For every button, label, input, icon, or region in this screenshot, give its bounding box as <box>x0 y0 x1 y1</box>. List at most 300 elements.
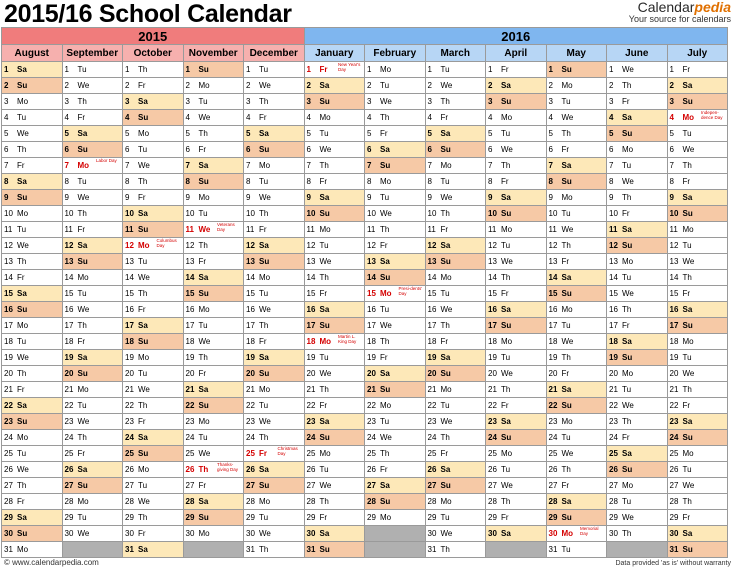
day-cell[interactable] <box>2 270 63 286</box>
day-cell[interactable] <box>183 446 244 462</box>
day-cell[interactable] <box>62 366 123 382</box>
day-cell[interactable] <box>183 462 244 478</box>
day-cell[interactable] <box>486 366 547 382</box>
day-cell[interactable] <box>2 94 63 110</box>
day-cell[interactable] <box>486 126 547 142</box>
day-cell[interactable] <box>486 206 547 222</box>
day-cell[interactable] <box>304 430 365 446</box>
day-cell[interactable] <box>365 238 426 254</box>
day-cell[interactable] <box>425 462 486 478</box>
day-cell[interactable] <box>486 526 547 542</box>
day-cell[interactable] <box>425 142 486 158</box>
day-cell[interactable] <box>2 462 63 478</box>
day-cell[interactable] <box>486 190 547 206</box>
day-cell[interactable] <box>123 510 184 526</box>
day-cell[interactable] <box>62 126 123 142</box>
day-cell[interactable] <box>183 398 244 414</box>
day-cell[interactable] <box>304 350 365 366</box>
day-cell[interactable] <box>425 190 486 206</box>
day-cell[interactable] <box>304 254 365 270</box>
day-cell[interactable] <box>607 526 668 542</box>
day-cell[interactable] <box>244 334 305 350</box>
day-cell[interactable] <box>365 190 426 206</box>
day-cell[interactable] <box>244 142 305 158</box>
day-cell[interactable] <box>546 142 607 158</box>
day-cell[interactable] <box>425 302 486 318</box>
day-cell[interactable] <box>546 62 607 78</box>
day-cell[interactable] <box>304 222 365 238</box>
day-cell[interactable] <box>123 94 184 110</box>
day-cell[interactable] <box>667 190 728 206</box>
day-cell[interactable] <box>667 446 728 462</box>
day-cell[interactable] <box>244 526 305 542</box>
day-cell[interactable] <box>183 62 244 78</box>
day-cell[interactable] <box>62 382 123 398</box>
day-cell[interactable] <box>304 174 365 190</box>
day-cell[interactable] <box>2 510 63 526</box>
day-cell[interactable] <box>365 446 426 462</box>
day-cell[interactable] <box>486 286 547 302</box>
day-cell[interactable] <box>244 446 305 462</box>
day-cell[interactable] <box>62 302 123 318</box>
day-cell[interactable] <box>2 526 63 542</box>
day-cell[interactable] <box>183 334 244 350</box>
day-cell[interactable] <box>62 478 123 494</box>
day-cell[interactable] <box>2 238 63 254</box>
day-cell[interactable] <box>2 414 63 430</box>
day-cell[interactable] <box>365 158 426 174</box>
day-cell[interactable] <box>2 286 63 302</box>
day-cell[interactable] <box>2 222 63 238</box>
day-cell[interactable] <box>546 462 607 478</box>
day-cell[interactable] <box>365 462 426 478</box>
day-cell[interactable] <box>244 382 305 398</box>
day-cell[interactable] <box>486 494 547 510</box>
day-cell[interactable] <box>546 494 607 510</box>
day-cell[interactable] <box>486 510 547 526</box>
day-cell[interactable] <box>183 174 244 190</box>
day-cell[interactable] <box>546 542 607 558</box>
day-cell[interactable] <box>123 110 184 126</box>
day-cell[interactable] <box>62 174 123 190</box>
day-cell[interactable] <box>607 286 668 302</box>
day-cell[interactable] <box>62 222 123 238</box>
day-cell[interactable] <box>486 478 547 494</box>
day-cell[interactable] <box>2 446 63 462</box>
day-cell[interactable] <box>546 414 607 430</box>
day-cell[interactable] <box>304 78 365 94</box>
day-cell[interactable] <box>365 494 426 510</box>
day-cell[interactable] <box>425 382 486 398</box>
day-cell[interactable] <box>667 142 728 158</box>
day-cell[interactable] <box>425 110 486 126</box>
day-cell[interactable] <box>2 382 63 398</box>
day-cell[interactable] <box>425 62 486 78</box>
day-cell[interactable] <box>486 350 547 366</box>
day-cell[interactable] <box>244 318 305 334</box>
day-cell[interactable] <box>425 158 486 174</box>
day-cell[interactable] <box>667 206 728 222</box>
day-cell[interactable] <box>2 62 63 78</box>
day-cell[interactable] <box>546 270 607 286</box>
day-cell[interactable] <box>425 318 486 334</box>
day-cell[interactable] <box>183 110 244 126</box>
day-cell[interactable] <box>425 526 486 542</box>
day-cell[interactable] <box>62 350 123 366</box>
day-cell[interactable] <box>304 62 365 78</box>
calendarpedia-logo[interactable] <box>629 0 731 24</box>
day-cell[interactable] <box>62 78 123 94</box>
day-cell[interactable] <box>486 302 547 318</box>
day-cell[interactable] <box>183 494 244 510</box>
day-cell[interactable] <box>607 174 668 190</box>
day-cell[interactable] <box>304 190 365 206</box>
day-cell[interactable] <box>425 366 486 382</box>
day-cell[interactable] <box>123 542 184 558</box>
day-cell[interactable] <box>546 206 607 222</box>
day-cell[interactable] <box>304 238 365 254</box>
day-cell[interactable] <box>667 366 728 382</box>
day-cell[interactable] <box>244 110 305 126</box>
day-cell[interactable] <box>62 414 123 430</box>
day-cell[interactable] <box>667 478 728 494</box>
day-cell[interactable] <box>62 494 123 510</box>
day-cell[interactable] <box>123 414 184 430</box>
day-cell[interactable] <box>425 350 486 366</box>
day-cell[interactable] <box>123 174 184 190</box>
day-cell[interactable] <box>607 302 668 318</box>
day-cell[interactable] <box>62 270 123 286</box>
day-cell[interactable] <box>486 174 547 190</box>
day-cell[interactable] <box>667 62 728 78</box>
day-cell[interactable] <box>2 350 63 366</box>
day-cell[interactable] <box>244 254 305 270</box>
day-cell[interactable] <box>607 110 668 126</box>
day-cell[interactable] <box>667 94 728 110</box>
day-cell[interactable] <box>304 446 365 462</box>
day-cell[interactable] <box>2 78 63 94</box>
day-cell[interactable] <box>2 318 63 334</box>
day-cell[interactable] <box>486 238 547 254</box>
day-cell[interactable] <box>667 318 728 334</box>
day-cell[interactable] <box>2 206 63 222</box>
day-cell[interactable] <box>2 542 63 558</box>
day-cell[interactable] <box>123 398 184 414</box>
day-cell[interactable] <box>667 110 728 126</box>
day-cell[interactable] <box>607 158 668 174</box>
day-cell[interactable] <box>365 142 426 158</box>
day-cell[interactable] <box>607 254 668 270</box>
day-cell[interactable] <box>365 62 426 78</box>
day-cell[interactable] <box>425 398 486 414</box>
day-cell[interactable] <box>607 350 668 366</box>
day-cell[interactable] <box>486 382 547 398</box>
day-cell[interactable] <box>607 126 668 142</box>
day-cell[interactable] <box>486 318 547 334</box>
day-cell[interactable] <box>425 414 486 430</box>
day-cell[interactable] <box>123 446 184 462</box>
day-cell[interactable] <box>123 270 184 286</box>
day-cell[interactable] <box>546 478 607 494</box>
day-cell[interactable] <box>607 62 668 78</box>
day-cell[interactable] <box>667 334 728 350</box>
day-cell[interactable] <box>123 62 184 78</box>
day-cell[interactable] <box>667 222 728 238</box>
day-cell[interactable] <box>365 430 426 446</box>
day-cell[interactable] <box>62 190 123 206</box>
day-cell[interactable] <box>2 174 63 190</box>
day-cell[interactable] <box>425 270 486 286</box>
day-cell[interactable] <box>123 526 184 542</box>
day-cell[interactable] <box>486 254 547 270</box>
day-cell[interactable] <box>546 94 607 110</box>
day-cell[interactable] <box>607 414 668 430</box>
day-cell[interactable] <box>183 382 244 398</box>
day-cell[interactable] <box>183 94 244 110</box>
day-cell[interactable] <box>486 110 547 126</box>
day-cell[interactable] <box>304 510 365 526</box>
day-cell[interactable] <box>183 142 244 158</box>
day-cell[interactable] <box>667 510 728 526</box>
day-cell[interactable] <box>667 350 728 366</box>
day-cell[interactable] <box>244 62 305 78</box>
day-cell[interactable] <box>425 174 486 190</box>
day-cell[interactable] <box>546 190 607 206</box>
day-cell[interactable] <box>486 398 547 414</box>
day-cell[interactable] <box>667 126 728 142</box>
day-cell[interactable] <box>62 510 123 526</box>
day-cell[interactable] <box>667 270 728 286</box>
day-cell[interactable] <box>183 478 244 494</box>
day-cell[interactable] <box>486 270 547 286</box>
day-cell[interactable] <box>123 366 184 382</box>
day-cell[interactable] <box>123 158 184 174</box>
day-cell[interactable] <box>486 78 547 94</box>
day-cell[interactable] <box>244 222 305 238</box>
day-cell[interactable] <box>183 350 244 366</box>
day-cell[interactable] <box>546 366 607 382</box>
day-cell[interactable] <box>304 382 365 398</box>
day-cell[interactable] <box>244 174 305 190</box>
day-cell[interactable] <box>607 478 668 494</box>
day-cell[interactable] <box>667 462 728 478</box>
day-cell[interactable] <box>304 158 365 174</box>
day-cell[interactable] <box>667 174 728 190</box>
day-cell[interactable] <box>607 142 668 158</box>
day-cell[interactable] <box>607 510 668 526</box>
day-cell[interactable] <box>183 222 244 238</box>
day-cell[interactable] <box>365 318 426 334</box>
day-cell[interactable] <box>304 542 365 558</box>
day-cell[interactable] <box>607 94 668 110</box>
day-cell[interactable] <box>62 430 123 446</box>
day-cell[interactable] <box>62 286 123 302</box>
day-cell[interactable] <box>365 382 426 398</box>
day-cell[interactable] <box>123 382 184 398</box>
day-cell[interactable] <box>123 190 184 206</box>
day-cell[interactable] <box>607 318 668 334</box>
day-cell[interactable] <box>546 158 607 174</box>
day-cell[interactable] <box>486 446 547 462</box>
day-cell[interactable] <box>546 174 607 190</box>
day-cell[interactable] <box>2 430 63 446</box>
day-cell[interactable] <box>304 494 365 510</box>
day-cell[interactable] <box>2 254 63 270</box>
day-cell[interactable] <box>123 222 184 238</box>
day-cell[interactable] <box>244 398 305 414</box>
day-cell[interactable] <box>304 414 365 430</box>
day-cell[interactable] <box>365 254 426 270</box>
day-cell[interactable] <box>607 238 668 254</box>
day-cell[interactable] <box>607 270 668 286</box>
day-cell[interactable] <box>62 334 123 350</box>
day-cell[interactable] <box>304 94 365 110</box>
day-cell[interactable] <box>425 542 486 558</box>
day-cell[interactable] <box>2 302 63 318</box>
day-cell[interactable] <box>244 478 305 494</box>
day-cell[interactable] <box>365 334 426 350</box>
day-cell[interactable] <box>183 302 244 318</box>
day-cell[interactable] <box>183 414 244 430</box>
day-cell[interactable] <box>244 302 305 318</box>
day-cell[interactable] <box>486 414 547 430</box>
day-cell[interactable] <box>546 350 607 366</box>
day-cell[interactable] <box>486 62 547 78</box>
day-cell[interactable] <box>486 334 547 350</box>
day-cell[interactable] <box>486 222 547 238</box>
day-cell[interactable] <box>365 94 426 110</box>
day-cell[interactable] <box>304 206 365 222</box>
day-cell[interactable] <box>244 78 305 94</box>
day-cell[interactable] <box>667 302 728 318</box>
day-cell[interactable] <box>123 318 184 334</box>
day-cell[interactable] <box>183 158 244 174</box>
day-cell[interactable] <box>2 366 63 382</box>
day-cell[interactable] <box>244 414 305 430</box>
day-cell[interactable] <box>183 206 244 222</box>
day-cell[interactable] <box>546 318 607 334</box>
day-cell[interactable] <box>62 110 123 126</box>
day-cell[interactable] <box>183 286 244 302</box>
day-cell[interactable] <box>667 430 728 446</box>
day-cell[interactable] <box>304 526 365 542</box>
day-cell[interactable] <box>123 350 184 366</box>
day-cell[interactable] <box>546 78 607 94</box>
day-cell[interactable] <box>304 398 365 414</box>
day-cell[interactable] <box>244 366 305 382</box>
day-cell[interactable] <box>365 366 426 382</box>
day-cell[interactable] <box>123 238 184 254</box>
day-cell[interactable] <box>365 286 426 302</box>
day-cell[interactable] <box>486 430 547 446</box>
day-cell[interactable] <box>304 142 365 158</box>
day-cell[interactable] <box>62 238 123 254</box>
day-cell[interactable] <box>183 366 244 382</box>
day-cell[interactable] <box>425 446 486 462</box>
day-cell[interactable] <box>304 462 365 478</box>
day-cell[interactable] <box>607 398 668 414</box>
day-cell[interactable] <box>365 126 426 142</box>
day-cell[interactable] <box>304 270 365 286</box>
day-cell[interactable] <box>365 350 426 366</box>
day-cell[interactable] <box>304 478 365 494</box>
day-cell[interactable] <box>425 334 486 350</box>
day-cell[interactable] <box>62 462 123 478</box>
day-cell[interactable] <box>183 318 244 334</box>
day-cell[interactable] <box>244 238 305 254</box>
day-cell[interactable] <box>123 478 184 494</box>
day-cell[interactable] <box>546 510 607 526</box>
day-cell[interactable] <box>123 334 184 350</box>
day-cell[interactable] <box>365 78 426 94</box>
day-cell[interactable] <box>425 286 486 302</box>
day-cell[interactable] <box>183 510 244 526</box>
day-cell[interactable] <box>244 190 305 206</box>
day-cell[interactable] <box>546 430 607 446</box>
day-cell[interactable] <box>62 158 123 174</box>
day-cell[interactable] <box>2 334 63 350</box>
day-cell[interactable] <box>607 206 668 222</box>
day-cell[interactable] <box>183 126 244 142</box>
day-cell[interactable] <box>62 398 123 414</box>
day-cell[interactable] <box>244 542 305 558</box>
day-cell[interactable] <box>546 398 607 414</box>
day-cell[interactable] <box>2 126 63 142</box>
day-cell[interactable] <box>425 238 486 254</box>
day-cell[interactable] <box>546 382 607 398</box>
day-cell[interactable] <box>183 270 244 286</box>
day-cell[interactable] <box>62 94 123 110</box>
day-cell[interactable] <box>425 126 486 142</box>
day-cell[interactable] <box>123 126 184 142</box>
day-cell[interactable] <box>425 510 486 526</box>
day-cell[interactable] <box>365 510 426 526</box>
day-cell[interactable] <box>2 398 63 414</box>
day-cell[interactable] <box>607 446 668 462</box>
day-cell[interactable] <box>607 494 668 510</box>
day-cell[interactable] <box>244 430 305 446</box>
day-cell[interactable] <box>244 350 305 366</box>
day-cell[interactable] <box>486 462 547 478</box>
day-cell[interactable] <box>62 254 123 270</box>
day-cell[interactable] <box>183 190 244 206</box>
day-cell[interactable] <box>607 190 668 206</box>
day-cell[interactable] <box>546 254 607 270</box>
day-cell[interactable] <box>304 334 365 350</box>
day-cell[interactable] <box>183 254 244 270</box>
day-cell[interactable] <box>546 286 607 302</box>
day-cell[interactable] <box>2 142 63 158</box>
day-cell[interactable] <box>62 206 123 222</box>
day-cell[interactable] <box>183 78 244 94</box>
day-cell[interactable] <box>304 318 365 334</box>
day-cell[interactable] <box>123 78 184 94</box>
day-cell[interactable] <box>365 174 426 190</box>
day-cell[interactable] <box>607 366 668 382</box>
day-cell[interactable] <box>667 158 728 174</box>
day-cell[interactable] <box>486 94 547 110</box>
day-cell[interactable] <box>304 286 365 302</box>
day-cell[interactable] <box>546 222 607 238</box>
day-cell[interactable] <box>365 414 426 430</box>
day-cell[interactable] <box>62 142 123 158</box>
day-cell[interactable] <box>2 158 63 174</box>
day-cell[interactable] <box>2 110 63 126</box>
day-cell[interactable] <box>667 398 728 414</box>
day-cell[interactable] <box>123 254 184 270</box>
day-cell[interactable] <box>546 446 607 462</box>
day-cell[interactable] <box>486 158 547 174</box>
